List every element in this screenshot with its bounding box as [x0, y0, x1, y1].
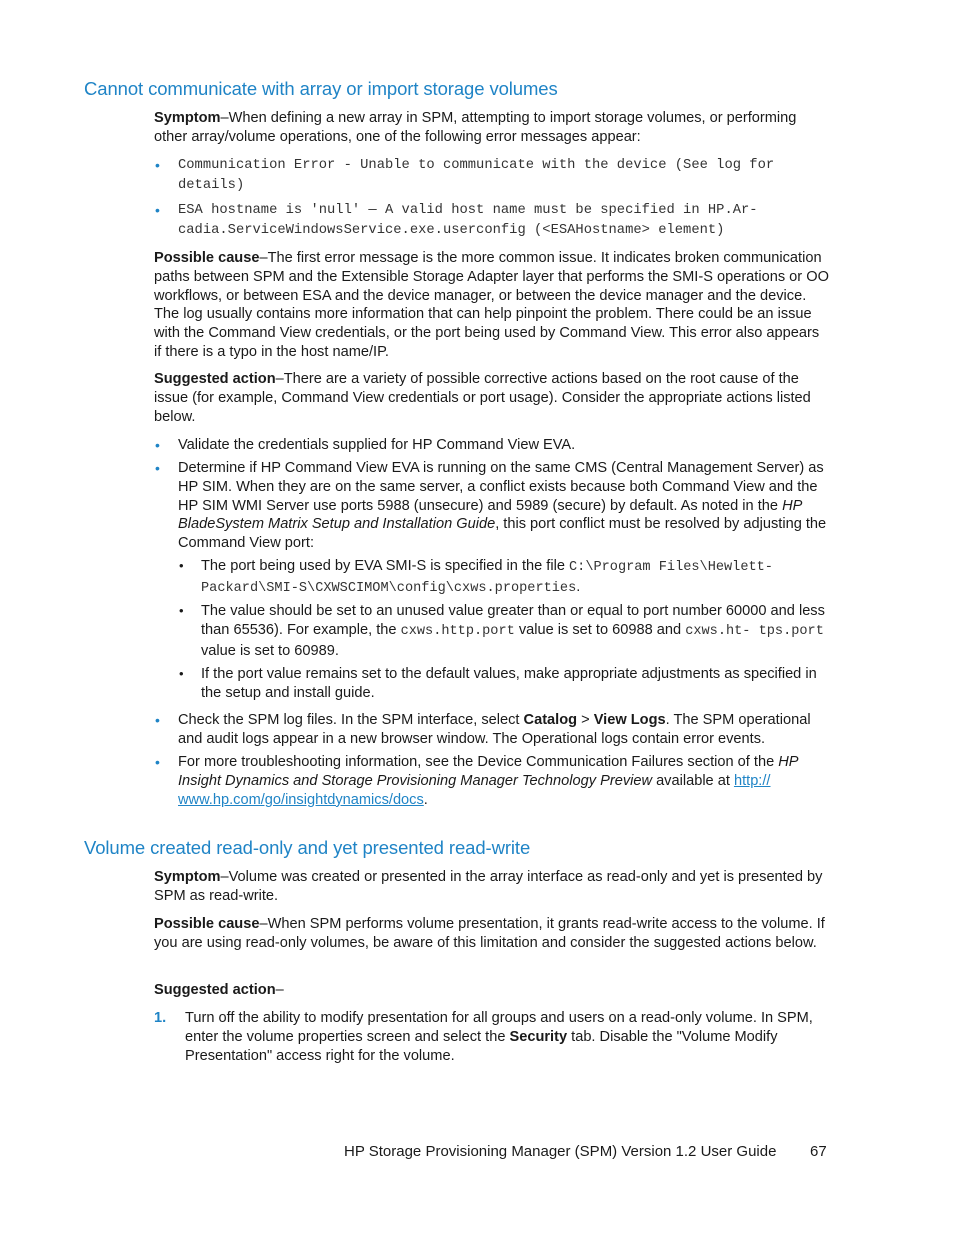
config-file-path: C:\Program Files\Hewlett- Packard\SMI-S\CXWSCIMOM\config\cxws.properties — [201, 560, 773, 596]
cause-label: Possible cause — [154, 250, 260, 266]
bullet-text-b: . The SPM operational and audit logs appear in a new browser window. The Operational logs contain error events. — [178, 712, 811, 747]
sub-text-a: The port being used by EVA SMI-S is specified in the file — [201, 558, 570, 574]
bullet-text: Validate the credentials supplied for HP Command View EVA. — [178, 437, 576, 453]
sub-bullet-2 — [179, 602, 829, 660]
sub-text-b: . — [576, 578, 581, 595]
bullet-icon: • — [155, 460, 160, 476]
bullet-text-a: Determine if HP Command View EVA is running on the same CMS (Central Management Server) as HP SIM. When they are on the same server, a conflict exists because both Command View and the HP SIM WMI Server use ports 5988 (unsecure) and 5989 (secure) by default. As noted in the — [178, 460, 824, 514]
symptom-label: Symptom — [154, 110, 221, 126]
guide-title: HP BladeSystem Matrix Setup and Installation Guide — [178, 497, 802, 533]
cause-text: –The first error message is the more common issue. It indicates broken communication paths between SPM and the Extensible Storage Adapter layer that performs the SMI-S operations or OO workflows, or between ESA and the device manager, or between the device manager and the device. The log usually contains more information that can help pinpoint the problem. There could be an issue with the Command View credentials, or the port being used by Command View. This error also appears if there is a typo in the host name/IP. — [154, 250, 829, 360]
symptom-paragraph — [154, 109, 830, 147]
bullet-text-a: For more troubleshooting information, see the Device Communication Failures section of the — [178, 754, 779, 770]
bullet-text-c: . — [423, 791, 428, 808]
sub-text: If the port value remains set to the default values, make appropriate adjustments as specified in the setup and install guide. — [201, 666, 817, 701]
section-heading-communicate: Cannot communicate with array or import storage volumes — [84, 78, 558, 99]
bullet-text-b: available at — [652, 772, 734, 789]
action-text: –There are a variety of possible corrective actions based on the root cause of the issue (for example, Command View credentials or port usage). Consider the appropriate actions listed below. — [154, 371, 811, 425]
action-bullet-4 — [155, 753, 830, 809]
bullet-icon: • — [155, 754, 160, 770]
symptom-text: –Volume was created or presented in the array interface as read-only and yet is presented by SPM as read-write. — [154, 869, 823, 904]
step-text-a: Turn off the ability to modify presentation for all groups and users on a read-only volume. In SPM, enter the volume properties screen and select the — [185, 1010, 813, 1045]
sub-bullet-icon: • — [179, 558, 184, 573]
path-separator: > — [577, 712, 594, 728]
sub-bullet-icon: • — [179, 666, 184, 681]
bullet-text-b: , this port conflict must be resolved by adjusting the Command View port: — [178, 516, 827, 552]
step-text-b: tab. Disable the "Volume Modify Presentation" access right for the volume. — [185, 1028, 778, 1064]
sub-bullet-icon: • — [179, 603, 184, 618]
bullet-text-a: Check the SPM log files. In the SPM interface, select — [178, 712, 524, 728]
bullet-icon: • — [155, 712, 160, 728]
action-bullet-3 — [155, 711, 830, 749]
action-bullet-1 — [155, 436, 830, 455]
sub-bullet-1 — [179, 557, 829, 599]
action-paragraph — [154, 370, 830, 426]
bullet-icon: • — [155, 157, 160, 173]
section-heading-read-only: Volume created read-only and yet presented read-write — [84, 837, 531, 858]
action-label: Suggested action — [154, 371, 276, 387]
symptom-text: –When defining a new array in SPM, attempting to import storage volumes, or performing other array/volume operations, one of the following error messages appear: — [154, 110, 797, 145]
bullet-icon: • — [155, 202, 160, 218]
cause-paragraph-2 — [154, 915, 830, 953]
error-item-1 — [155, 156, 828, 195]
symptom-label: Symptom — [154, 869, 221, 885]
error-item-2 — [155, 201, 833, 240]
http-port-code: cxws.http.port — [400, 623, 515, 639]
security-tab-label: Security — [509, 1028, 568, 1045]
symptom-paragraph-2 — [154, 868, 830, 906]
preview-title: HP Insight Dynamics and Storage Provisioning Manager Technology Preview — [178, 754, 798, 789]
step-number: 1. — [154, 1010, 167, 1026]
sub-text-b: value is set to 60988 and — [514, 621, 686, 638]
https-port-code: cxws.ht- tps.port — [685, 623, 824, 639]
error-message-2: ESA hostname is 'null' — A valid host name must be specified in HP.Ar- cadia.ServiceWindowsService.exe.userconfig (<ESAHostname> element) — [178, 203, 758, 238]
sub-text-c: value is set to 60989. — [201, 642, 339, 659]
page-number: 67 — [810, 1143, 827, 1160]
catalog-menu-label: Catalog — [523, 712, 578, 728]
insight-dynamics-docs-link[interactable]: http:// www.hp.com/go/insightdynamics/docs — [178, 772, 771, 808]
footer-title: HP Storage Provisioning Manager (SPM) Version 1.2 User Guide — [344, 1143, 777, 1160]
view-logs-menu-label: View Logs — [593, 712, 666, 728]
action-bullet-2 — [155, 459, 830, 553]
action-label: Suggested action — [154, 982, 276, 998]
error-message-1: Communication Error - Unable to communicate with the device (See log for details) — [178, 158, 775, 193]
action-dash: – — [275, 982, 284, 998]
sub-bullet-3 — [179, 665, 829, 703]
cause-label: Possible cause — [154, 916, 260, 932]
sub-text-a: The value should be set to an unused value greater than or equal to port number 60000 and less than 65536). For example, the — [201, 603, 825, 638]
bullet-icon: • — [155, 437, 160, 453]
action-paragraph-2 — [154, 981, 830, 1000]
cause-text: –When SPM performs volume presentation, it grants read-write access to the volume. If you are using read-only volumes, be aware of this limitation and consider the suggested actions below. — [154, 916, 825, 951]
cause-paragraph — [154, 249, 830, 362]
numbered-step-1 — [154, 1009, 830, 1065]
